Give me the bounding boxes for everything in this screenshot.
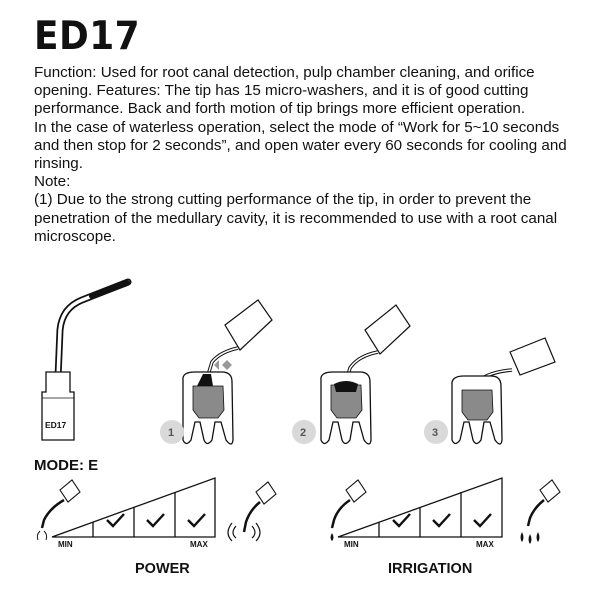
step-number-3: 3: [432, 427, 439, 439]
tip-drawing: [42, 282, 128, 440]
function-paragraph: Function: Used for root canal detection, pulp chamber cleaning, and orifice opening. Features: The tip has 15 micro-washers, and it is of good cutting performance. Back and forth motion of tip brings more efficient operation.: [34, 64, 535, 118]
irrigation-max-handpiece-icon: [521, 480, 561, 544]
mode-label: MODE: E: [34, 457, 99, 474]
settings-diagram: [0, 470, 600, 555]
power-max-label: MAX: [190, 540, 208, 549]
irrigation-max-label: MAX: [476, 540, 494, 549]
step-number-2: 2: [300, 427, 307, 439]
usage-illustration: [0, 270, 600, 460]
power-caption: POWER: [135, 561, 190, 577]
note-paragraph: (1) Due to the strong cutting performance of the tip, in order to prevent the penetration of the medullary cavity, it is recommended to use with a root canal microscope.: [34, 191, 558, 245]
product-title: ED17: [34, 14, 141, 59]
step-1: [160, 300, 272, 444]
power-min-label: MIN: [58, 540, 73, 549]
irrigation-min-handpiece-icon: [331, 480, 367, 541]
waterless-paragraph: In the case of waterless operation, select the mode of “Work for 5~10 seconds and then stop for 2 seconds”, and open water every 60 seconds for cooling and rinsing.: [34, 118, 567, 173]
step-2: [292, 305, 410, 444]
step-number-1: 1: [168, 427, 175, 439]
tip-label: ED17: [45, 420, 67, 430]
irrigation-min-label: MIN: [344, 540, 359, 549]
power-min-handpiece-icon: [37, 480, 80, 540]
step-3: [424, 338, 555, 444]
irrigation-caption: IRRIGATION: [388, 561, 473, 577]
note-heading: Note:: [34, 173, 71, 191]
power-max-handpiece-icon: [228, 482, 276, 541]
description: [34, 64, 579, 246]
